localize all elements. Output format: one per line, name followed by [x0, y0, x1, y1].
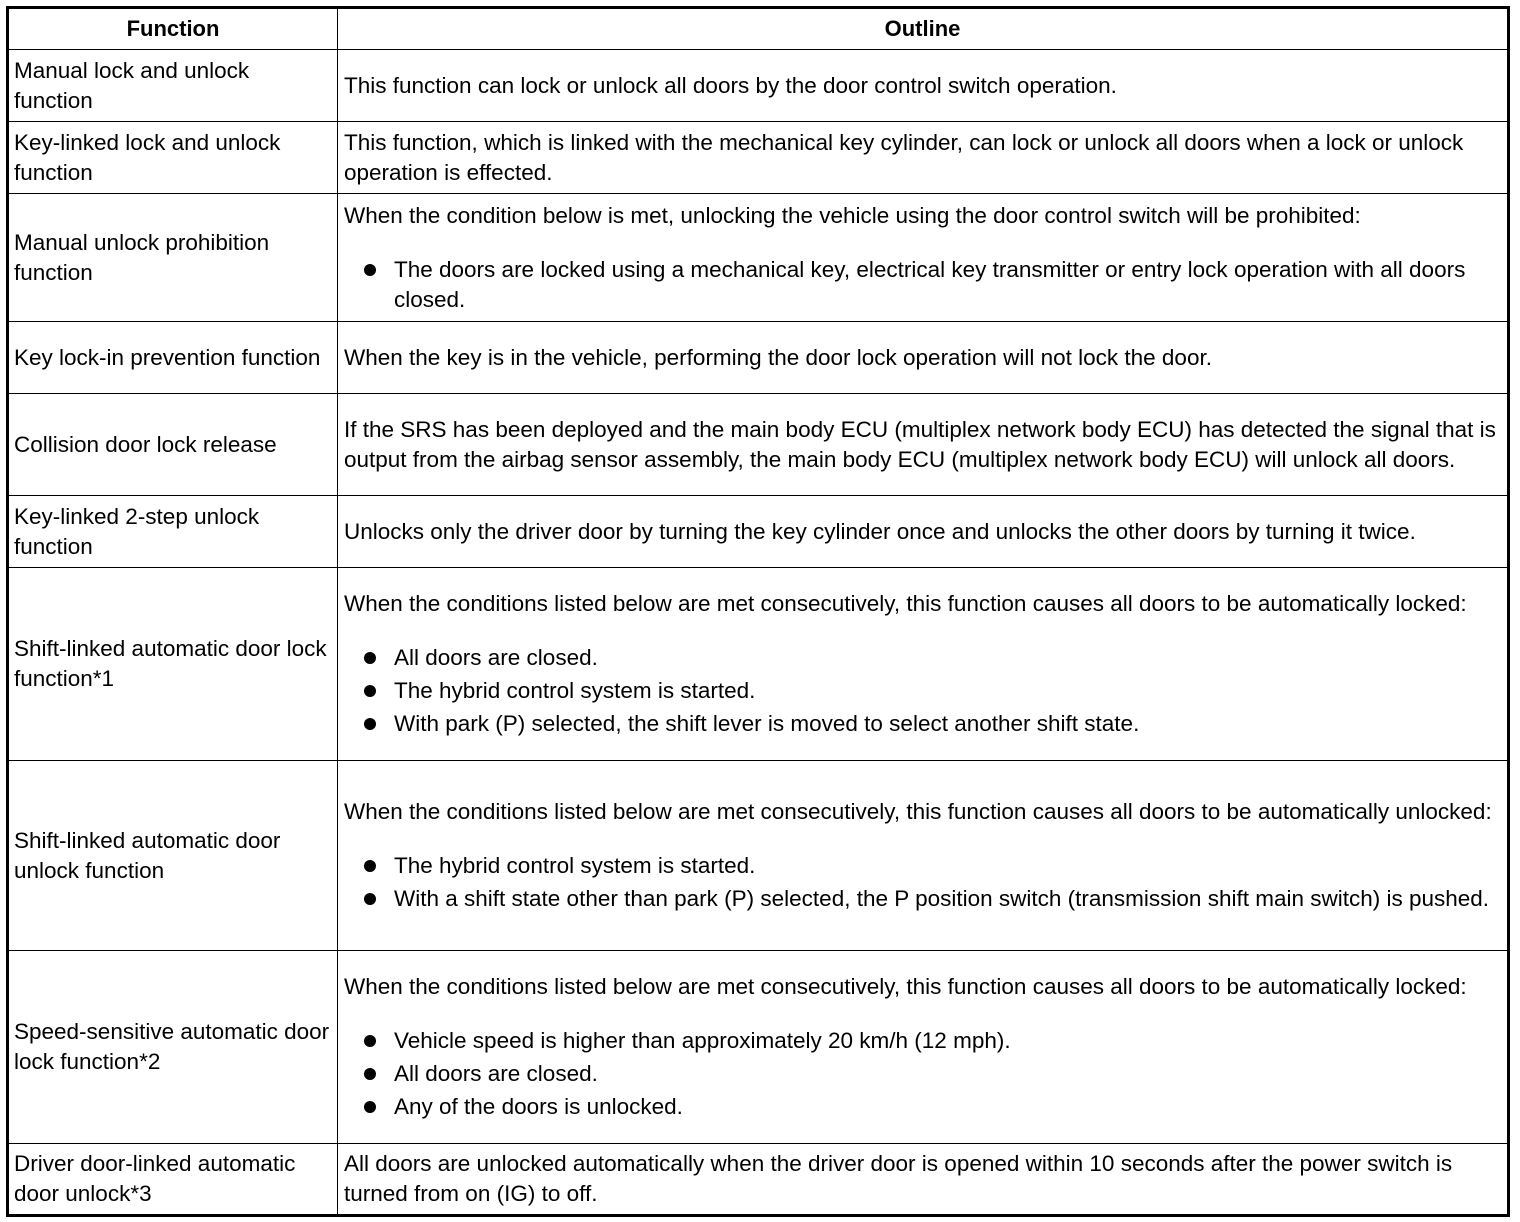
header-row — [8, 8, 1509, 50]
list-item — [344, 643, 1497, 673]
function-cell: Shift-linked automatic door unlock function — [8, 761, 338, 951]
function-cell: Manual lock and unlock function — [8, 50, 338, 122]
condition-list — [344, 643, 1497, 739]
table-row — [8, 50, 1509, 122]
function-column-header: Function — [8, 8, 338, 50]
condition-list — [344, 255, 1497, 315]
list-item-text: All doors are closed. — [394, 645, 598, 670]
outline-cell — [338, 50, 1509, 122]
list-item — [344, 709, 1497, 739]
function-cell: Shift-linked automatic door lock function*1 — [8, 568, 338, 761]
outline-cell — [338, 194, 1509, 322]
bullet-icon — [364, 893, 376, 905]
outline-cell — [338, 568, 1509, 761]
list-item-text: Vehicle speed is higher than approximately 20 km/h (12 mph). — [394, 1028, 1011, 1053]
outline-text: When the conditions listed below are met consecutively, this function causes all doors to be automatically unlocked: — [344, 799, 1492, 824]
list-item — [344, 1092, 1497, 1122]
list-item — [344, 1026, 1497, 1056]
condition-list — [344, 1026, 1497, 1122]
outline-text: If the SRS has been deployed and the main body ECU (multiplex network body ECU) has detected the signal that is output from the airbag sensor assembly, the main body ECU (multiplex network body ECU) will unlock all doors. — [344, 416, 1496, 472]
function-cell: Manual unlock prohibition function — [8, 194, 338, 322]
table-row — [8, 568, 1509, 761]
outline-cell — [338, 1144, 1509, 1216]
outline-text: All doors are unlocked automatically when the driver door is opened within 10 seconds after the power switch is turned from on (IG) to off. — [344, 1151, 1453, 1206]
table-row — [8, 394, 1509, 496]
function-cell: Key lock-in prevention function — [8, 322, 338, 394]
list-item-text: The hybrid control system is started. — [394, 853, 756, 878]
list-item-text: The hybrid control system is started. — [394, 678, 756, 703]
bullet-icon — [364, 685, 376, 697]
outline-text: Unlocks only the driver door by turning the key cylinder once and unlocks the other doors by turning it twice. — [344, 518, 1416, 544]
outline-text: This function, which is linked with the mechanical key cylinder, can lock or unlock all doors when a lock or unlock operation is effected. — [344, 129, 1464, 185]
bullet-icon — [364, 1035, 376, 1047]
table-row — [8, 761, 1509, 951]
outline-cell — [338, 322, 1509, 394]
function-cell: Key-linked 2-step unlock function — [8, 496, 338, 568]
list-item — [344, 884, 1497, 914]
list-item — [344, 255, 1497, 315]
table-row — [8, 122, 1509, 194]
function-cell: Speed-sensitive automatic door lock function*2 — [8, 951, 338, 1144]
list-item-text: With park (P) selected, the shift lever is moved to select another shift state. — [394, 711, 1140, 736]
list-item-text: The doors are locked using a mechanical key, electrical key transmitter or entry lock operation with all doors closed. — [394, 256, 1466, 312]
outline-cell — [338, 122, 1509, 194]
bullet-icon — [364, 1068, 376, 1080]
bullet-icon — [364, 1101, 376, 1113]
list-item-text: Any of the doors is unlocked. — [394, 1094, 683, 1119]
bullet-icon — [364, 718, 376, 730]
outline-text: When the key is in the vehicle, performing the door lock operation will not lock the door. — [344, 344, 1212, 370]
table-row — [8, 1144, 1509, 1216]
outline-column-header: Outline — [338, 8, 1509, 50]
outline-cell — [338, 496, 1509, 568]
outline-cell — [338, 761, 1509, 951]
list-item — [344, 1059, 1497, 1089]
outline-cell — [338, 951, 1509, 1144]
outline-text: When the conditions listed below are met consecutively, this function causes all doors to be automatically locked: — [344, 591, 1467, 616]
function-cell: Collision door lock release — [8, 394, 338, 496]
outline-text: When the conditions listed below are met consecutively, this function causes all doors to be automatically locked: — [344, 974, 1467, 999]
list-item — [344, 851, 1497, 881]
list-item — [344, 676, 1497, 706]
list-item-text: With a shift state other than park (P) selected, the P position switch (transmission shift main switch) is pushed. — [394, 886, 1490, 911]
outline-text: When the condition below is met, unlocking the vehicle using the door control switch will be prohibited: — [344, 202, 1361, 228]
table-row — [8, 496, 1509, 568]
function-outline-table — [6, 6, 1510, 1217]
function-cell: Key-linked lock and unlock function — [8, 122, 338, 194]
bullet-icon — [364, 860, 376, 872]
bullet-icon — [364, 652, 376, 664]
table-row — [8, 194, 1509, 322]
list-item-text: All doors are closed. — [394, 1061, 598, 1086]
outline-text: This function can lock or unlock all doors by the door control switch operation. — [344, 72, 1117, 98]
outline-cell — [338, 394, 1509, 496]
function-cell: Driver door-linked automatic door unlock*3 — [8, 1144, 338, 1216]
table-row — [8, 322, 1509, 394]
table-row — [8, 951, 1509, 1144]
bullet-icon — [364, 264, 376, 276]
condition-list — [344, 851, 1497, 914]
